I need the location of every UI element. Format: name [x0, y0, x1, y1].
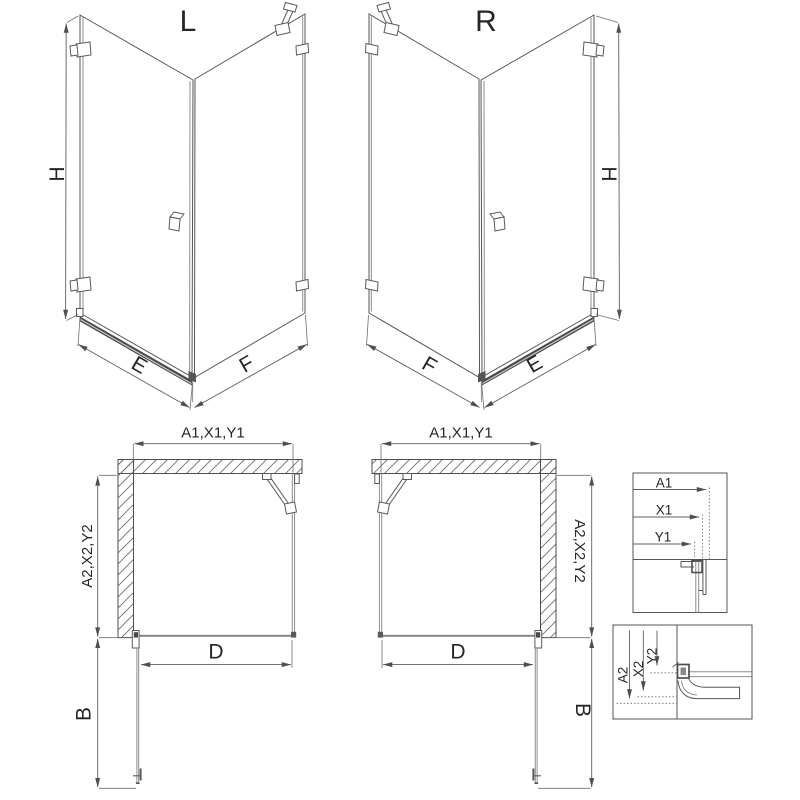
dim-label-top: A1,X1,Y1 — [429, 424, 493, 442]
detail-dim-y2: Y2 — [644, 647, 660, 665]
wall-profile-section — [681, 560, 706, 613]
dim-label-door-width: E — [522, 350, 547, 378]
wall-side — [118, 460, 134, 638]
dim-label-door-open: B — [72, 706, 96, 722]
plan-view-right — [372, 425, 594, 789]
wall-top — [118, 460, 302, 474]
variant-label-right: R — [475, 5, 497, 38]
detail-dim-y1: Y1 — [654, 529, 672, 545]
tray-profile-section — [673, 663, 752, 699]
dim-label-top: A1,X1,Y1 — [181, 424, 245, 442]
perspective-view-right — [366, 3, 621, 411]
dim-label-side: A2,X2,Y2 — [79, 524, 96, 588]
detail-dim-a1: A1 — [655, 475, 673, 491]
dim-label-door-open: B — [571, 702, 594, 718]
dim-label-inner-width: D — [450, 640, 466, 664]
dim-label-door-width: E — [127, 351, 152, 379]
wall-side — [541, 460, 557, 638]
detail-vertical-section — [613, 625, 752, 719]
detail-dim-x1: X1 — [655, 502, 673, 518]
dim-label-panel-width: F — [235, 351, 259, 378]
detail-dim-a2: A2 — [615, 666, 631, 684]
variant-label-left: L — [179, 5, 197, 38]
dim-label-height: H — [597, 166, 620, 182]
plan-view-left — [73, 425, 303, 789]
dim-label-inner-width: D — [208, 640, 224, 664]
perspective-view-left — [46, 3, 309, 411]
detail-horizontal-section — [633, 473, 727, 613]
dim-label-height: H — [46, 166, 69, 182]
dim-label-panel-width: F — [417, 352, 441, 379]
detail-dim-x2: X2 — [630, 660, 646, 678]
wall-top — [372, 460, 556, 474]
dim-label-side: A2,X2,Y2 — [571, 519, 588, 583]
